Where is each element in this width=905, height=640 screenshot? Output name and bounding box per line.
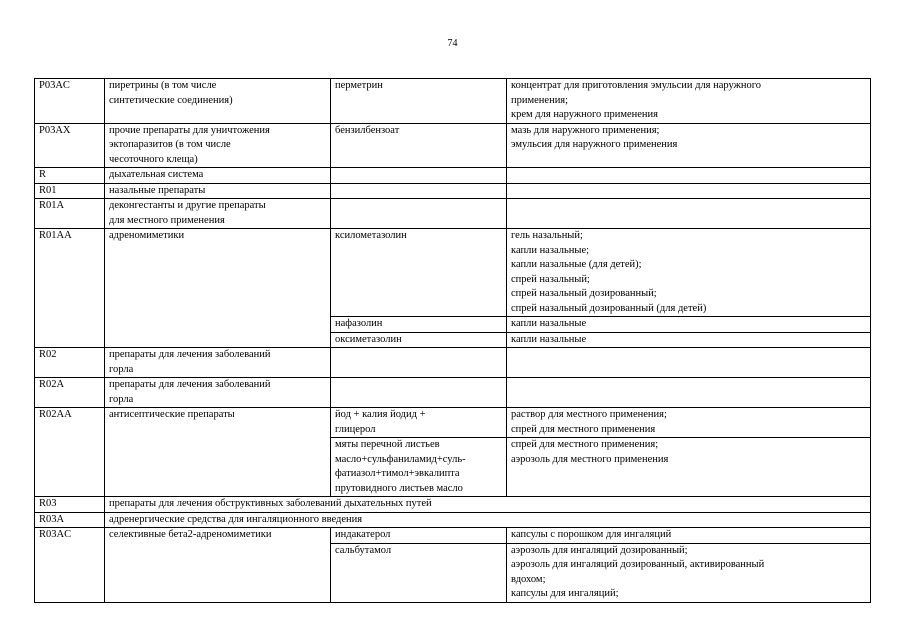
atc-drug-table [34, 78, 871, 603]
atc-group-name: препараты для лечения обструктивных заболеваний дыхательных путей [105, 497, 871, 513]
drug-name: бензилбензоат [331, 123, 507, 168]
dosage-forms: капли назальные [507, 332, 871, 348]
table-row [35, 378, 871, 408]
table-row [35, 348, 871, 378]
table-row [35, 79, 871, 124]
atc-code: R03 [35, 497, 105, 513]
atc-code: R03A [35, 512, 105, 528]
drug-name [331, 378, 507, 408]
drug-name: йод + калия йодид + глицерол [331, 408, 507, 438]
dosage-forms: капсулы с порошком для ингаляций [507, 528, 871, 544]
table-row [35, 512, 871, 528]
table-row [35, 497, 871, 513]
atc-code: R03AC [35, 528, 105, 603]
atc-group-name: пиретрины (в том числе синтетические соединения) [105, 79, 331, 124]
table-row [35, 199, 871, 229]
atc-code: R02AA [35, 408, 105, 497]
drug-name: ксилометазолин [331, 229, 507, 317]
atc-group-name: назальные препараты [105, 183, 331, 199]
atc-code: R02A [35, 378, 105, 408]
dosage-forms [507, 378, 871, 408]
dosage-forms: спрей для местного применения; аэрозоль для местного применения [507, 438, 871, 497]
atc-group-name: адренергические средства для ингаляционного введения [105, 512, 871, 528]
atc-group-name: препараты для лечения заболеваний горла [105, 378, 331, 408]
atc-group-name: дыхательная система [105, 168, 331, 184]
dosage-forms: гель назальный; капли назальные; капли назальные (для детей); спрей назальный; спрей назальный дозированный; спрей назальный дозированный (для детей) [507, 229, 871, 317]
drug-name: сальбутамол [331, 543, 507, 602]
page-number: 74 [447, 38, 458, 49]
drug-name [331, 168, 507, 184]
table-row [35, 229, 871, 317]
table-row [35, 123, 871, 168]
dosage-forms: мазь для наружного применения; эмульсия для наружного применения [507, 123, 871, 168]
drug-name [331, 348, 507, 378]
atc-group-name: прочие препараты для уничтожения эктопаразитов (в том числе чесоточного клеща) [105, 123, 331, 168]
atc-group-name: антисептические препараты [105, 408, 331, 497]
drug-name [331, 199, 507, 229]
atc-code: R01 [35, 183, 105, 199]
dosage-forms [507, 199, 871, 229]
dosage-forms [507, 348, 871, 378]
table-row [35, 183, 871, 199]
table-row [35, 408, 871, 438]
drug-name: оксиметазолин [331, 332, 507, 348]
table-row [35, 168, 871, 184]
dosage-forms: раствор для местного применения; спрей для местного применения [507, 408, 871, 438]
drug-name [331, 183, 507, 199]
drug-name: нафазолин [331, 317, 507, 333]
atc-code: R02 [35, 348, 105, 378]
drug-name: индакатерол [331, 528, 507, 544]
dosage-forms: концентрат для приготовления эмульсии для наружного применения; крем для наружного применения [507, 79, 871, 124]
drug-name: мяты перечной листьев масло+сульфаниламид+суль- фатиазол+тимол+эвкалипта прутовидного листьев масло [331, 438, 507, 497]
atc-code: P03AC [35, 79, 105, 124]
atc-group-name: селективные бета2-адреномиметики [105, 528, 331, 603]
drug-name: перметрин [331, 79, 507, 124]
atc-code: R01AA [35, 229, 105, 348]
atc-code: R01A [35, 199, 105, 229]
atc-group-name: адреномиметики [105, 229, 331, 348]
atc-code: R [35, 168, 105, 184]
atc-code: P03AX [35, 123, 105, 168]
table-row [35, 528, 871, 544]
dosage-forms [507, 183, 871, 199]
dosage-forms: аэрозоль для ингаляций дозированный; аэрозоль для ингаляций дозированный, активированный вдохом; капсулы для ингаляций; [507, 543, 871, 602]
atc-group-name: деконгестанты и другие препараты для местного применения [105, 199, 331, 229]
dosage-forms [507, 168, 871, 184]
dosage-forms: капли назальные [507, 317, 871, 333]
atc-group-name: препараты для лечения заболеваний горла [105, 348, 331, 378]
